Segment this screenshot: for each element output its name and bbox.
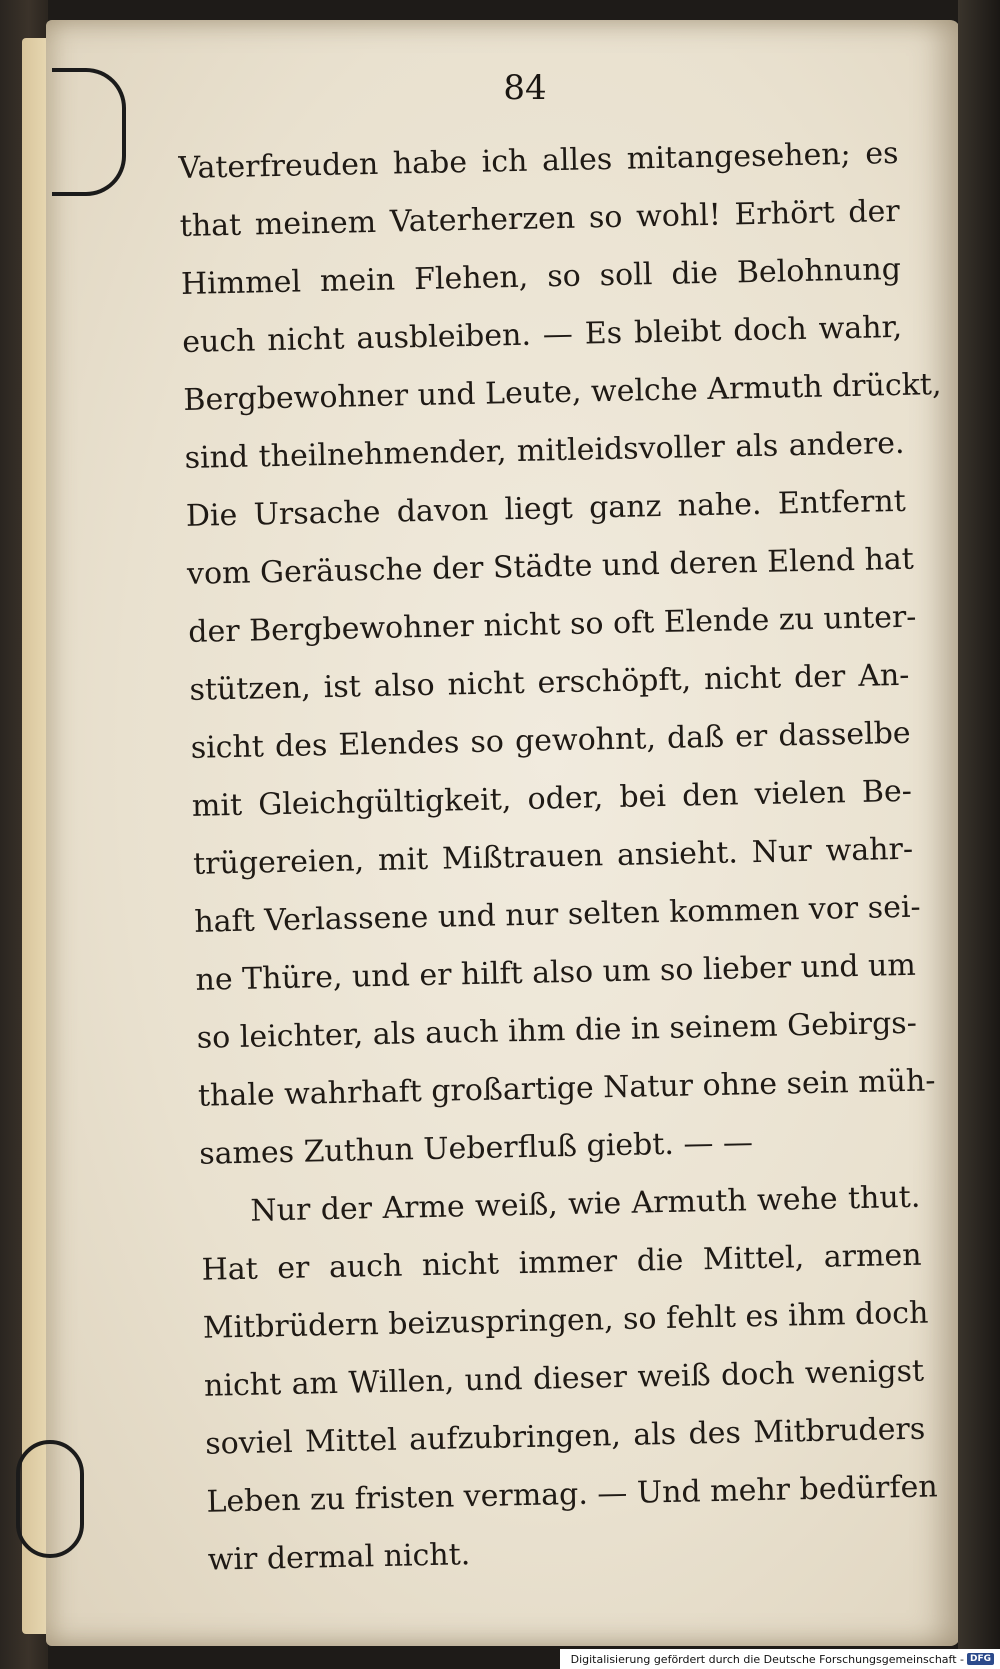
text-line: sicht des Elendes so gewohnt, daß er dasselbe [190,715,911,766]
text-line: euch nicht ausbleiben. — Es bleibt doch wahr, [181,309,903,360]
text-line: Bergbewohner und Leute, welche Armuth drückt, [183,367,942,418]
credit-text: Digitalisierung gefördert durch die Deutsche Forschungsgemeinschaft - [570,1652,964,1666]
text-line: nicht am Willen, und dieser weiß doch wenigst [203,1353,925,1404]
text-line: mit Gleichgültigkeit, oder, bei den vielen Be- [191,773,913,824]
book-gutter [958,0,1000,1669]
text-line: vom Geräusche der Städte und deren Elend hat [186,541,915,592]
text-line: Leben zu fristen vermag. — Und mehr bedürfen [206,1469,938,1520]
text-line: der Bergbewohner nicht so oft Elende zu unter- [187,599,917,650]
page-number: 84 [503,68,547,108]
text-line: sames Zuthun Ueberfluß giebt. — — [198,1125,754,1172]
binding-ring-icon [16,1440,84,1558]
digitization-credit [560,1649,1000,1669]
text-line: wir dermal nicht. [207,1537,471,1578]
text-line: that meinem Vaterherzen so wohl! Erhört der [179,193,901,244]
page-text [178,125,942,1590]
text-line: sind theilnehmender, mitleidsvoller als andere. [184,425,905,476]
text-line: Hat er auch nicht immer die Mittel, armen [201,1237,922,1288]
text-line: Die Ursache davon liegt ganz nahe. Entfernt [185,483,907,534]
text-line: Mitbrüdern beizuspringen, so fehlt es ihm doch [202,1295,929,1346]
text-line: ne Thüre, und er hilft also um so lieber und um [195,947,917,998]
text-line: stützen, ist also nicht erschöpft, nicht der An- [189,657,910,708]
text-line: Nur der Arme weiß, wie Armuth wehe thut. [250,1179,921,1229]
dfg-logo-icon: DFG [967,1653,994,1665]
text-line: soviel Mittel aufzubringen, als des Mitbruders [204,1411,926,1462]
text-line: trügereien, mit Mißtrauen ansieht. Nur wahr- [192,831,914,882]
text-line: Vaterfreuden habe ich alles mitangesehen; es [178,135,899,186]
text-line: Himmel mein Flehen, so soll die Belohnung [180,251,902,302]
text-line: so leichter, als auch ihm die in seinem Gebirgs- [196,1005,918,1056]
text-line: haft Verlassene und nur selten kommen vor sei- [194,889,921,940]
text-line: thale wahrhaft großartige Natur ohne sein müh- [197,1063,936,1114]
